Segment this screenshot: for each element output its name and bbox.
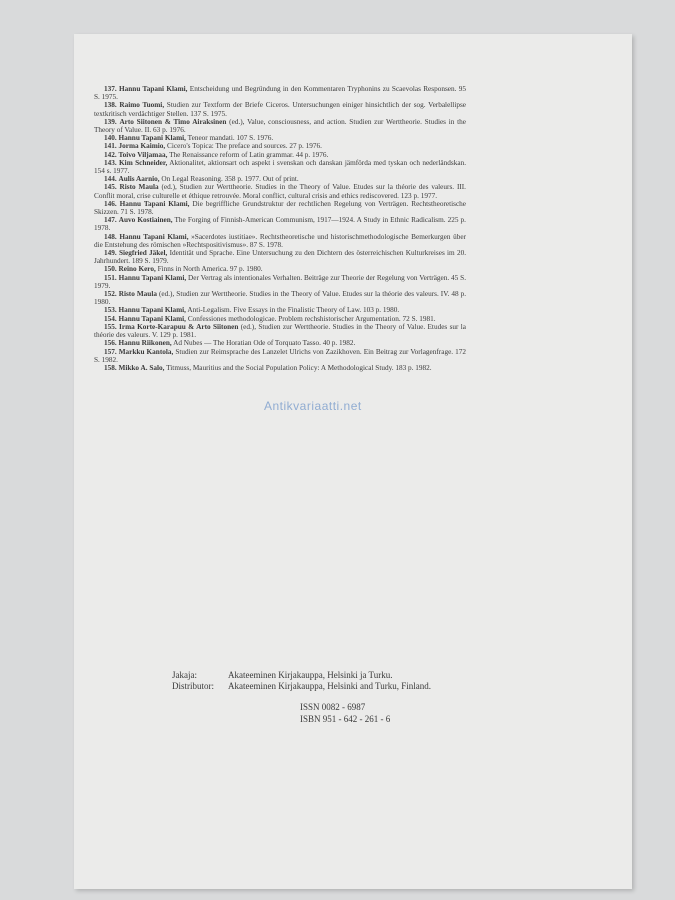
list-item: 147. Auvo Kostiainen, The Forging of Finnish-American Communism, 1917—1924. A Study in Ethnic Radicalism. 225 p. 1978. — [94, 216, 466, 233]
list-item: 143. Kim Schneider, Aktionalitet, aktionsart och aspekt i svenskan och danskan jämförda med tyskan och nederländskan. 154 s. 1977. — [94, 158, 467, 176]
isbn-block — [300, 701, 390, 725]
jakaja-row — [172, 670, 431, 681]
distributor-value: Akateeminen Kirjakauppa, Helsinki and Turku, Finland. — [228, 681, 431, 691]
list-item: 141. Jorma Kaimio, Cicero's Topica: The preface and sources. 27 p. 1976. — [104, 142, 322, 151]
issn-number: ISSN 0082 - 6987 — [300, 702, 366, 712]
list-item: 153. Hannu Tapani Klami, Anti-Legalism. Five Essays in the Finalistic Theory of Law. 103 p. 1980. — [104, 306, 400, 315]
list-item: 142. Toivo Viljamaa, The Renaissance reform of Latin grammar. 44 p. 1976. — [104, 150, 329, 159]
list-item: 137. Hannu Tapani Klami, Entscheidung und Begründung in den Kommentaren Tryphonins zu Scaevolas Responsen. 95 S. 1975. — [94, 85, 467, 102]
list-item: 154. Hannu Tapani Klami, Confessiones methodologicae. Problem rechshistorischer Argumentation. 72 S. 1981. — [104, 314, 436, 323]
distribution-info — [172, 670, 431, 692]
watermark: Antikvariaatti.net — [264, 399, 362, 413]
list-item: 145. Risto Maula (ed.), Studien zur Werttheorie. Studies in the Theory of Value. Etudes sur la théorie des valeurs. III. Conflit moral, crise culturelle et éthique retrouvée. Moral conflict, cultural crisis and ethics rediscovered. 123 p. 1977. — [94, 183, 466, 200]
isbn-number: ISBN 951 - 642 - 261 - 6 — [300, 714, 391, 724]
list-item: 155. Irma Korte-Karapuu & Arto Siitonen (ed.), Studien zur Werttheorie. Studies in the Theory of Value. Etudes sur la théorie des valeurs. V. 129 p. 1981. — [94, 322, 467, 340]
list-item: 148. Hannu Tapani Klami, »Sacerdotes iustitiae». Rechtstheoretische und historischmethodologische Bemerkurgen über die Entstehung des römischen »Rechtspositivismus». 87 S. 1978. — [94, 232, 467, 249]
list-item: 149. Siegfried Jäkel, Identität und Sprache. Eine Untersuchung zu den Dichtern des österreichischen Kulturkreises im 20. Jahrhundert. 189 S. 1979. — [94, 249, 467, 266]
jakaja-label: Jakaja: — [172, 670, 197, 680]
list-item: 138. Raimo Tuomi, Studien zur Textform der Briefe Ciceros. Untersuchungen einiger hinsichtlich der sog. Verbalellipse textkritisch verdächtiger Stellen. 137 S. 1975. — [94, 101, 467, 118]
list-item: 139. Arto Siitonen & Timo Airaksinen (ed.), Value, consciousness, and action. Studien zur Werttheorie. Studies in the Theory of Value. II. 63 p. 1976. — [94, 117, 466, 135]
distributor-row — [172, 681, 431, 692]
list-item: 157. Markku Kantola, Studien zur Reimsprache des Lanzelet Ulrichs von Zazikhoven. Ein Beitrag zur Vorlagenfrage. 172 S. 1982. — [94, 347, 466, 364]
distributor-label: Distributor: — [172, 681, 214, 691]
list-item: 144. Aulis Aarnio, On Legal Reasoning. 358 p. 1977. Out of print. — [104, 175, 299, 184]
list-item: 151. Hannu Tapani Klami, Der Vertrag als intentionales Verhalten. Beiträge zur Theorie der Regelung von Verträgen. 45 S. 1979. — [94, 273, 467, 290]
list-item: 158. Mikko A. Salo, Titmuss, Mauritius and the Social Population Policy: A Methodological Study. 183 p. 1982. — [104, 363, 432, 372]
list-item: 140. Hannu Tapani Klami, Teneor mandati. 107 S. 1976. — [104, 134, 274, 143]
list-item: 150. Reino Kero, Finns in North America. 97 p. 1980. — [104, 265, 263, 274]
list-item: 146. Hannu Tapani Klami, Die begriffliche Grundstruktur der rechtlichen Regelung von Verträgen. Rechtstheoretische Skizzen. 71 S. 1978. — [94, 199, 467, 217]
publication-list — [94, 85, 466, 372]
jakaja-value: Akateeminen Kirjakauppa, Helsinki ja Turku. — [228, 670, 393, 680]
list-item: 152. Risto Maula (ed.), Studien zur Werttheorie. Studies in the Theory of Value. Etudes sur la théorie des valeurs. IV. 48 p. 1980. — [94, 290, 467, 307]
list-item: 156. Hannu Riikonen, Ad Nubes — The Horatian Ode of Torquato Tasso. 40 p. 1982. — [104, 339, 356, 348]
